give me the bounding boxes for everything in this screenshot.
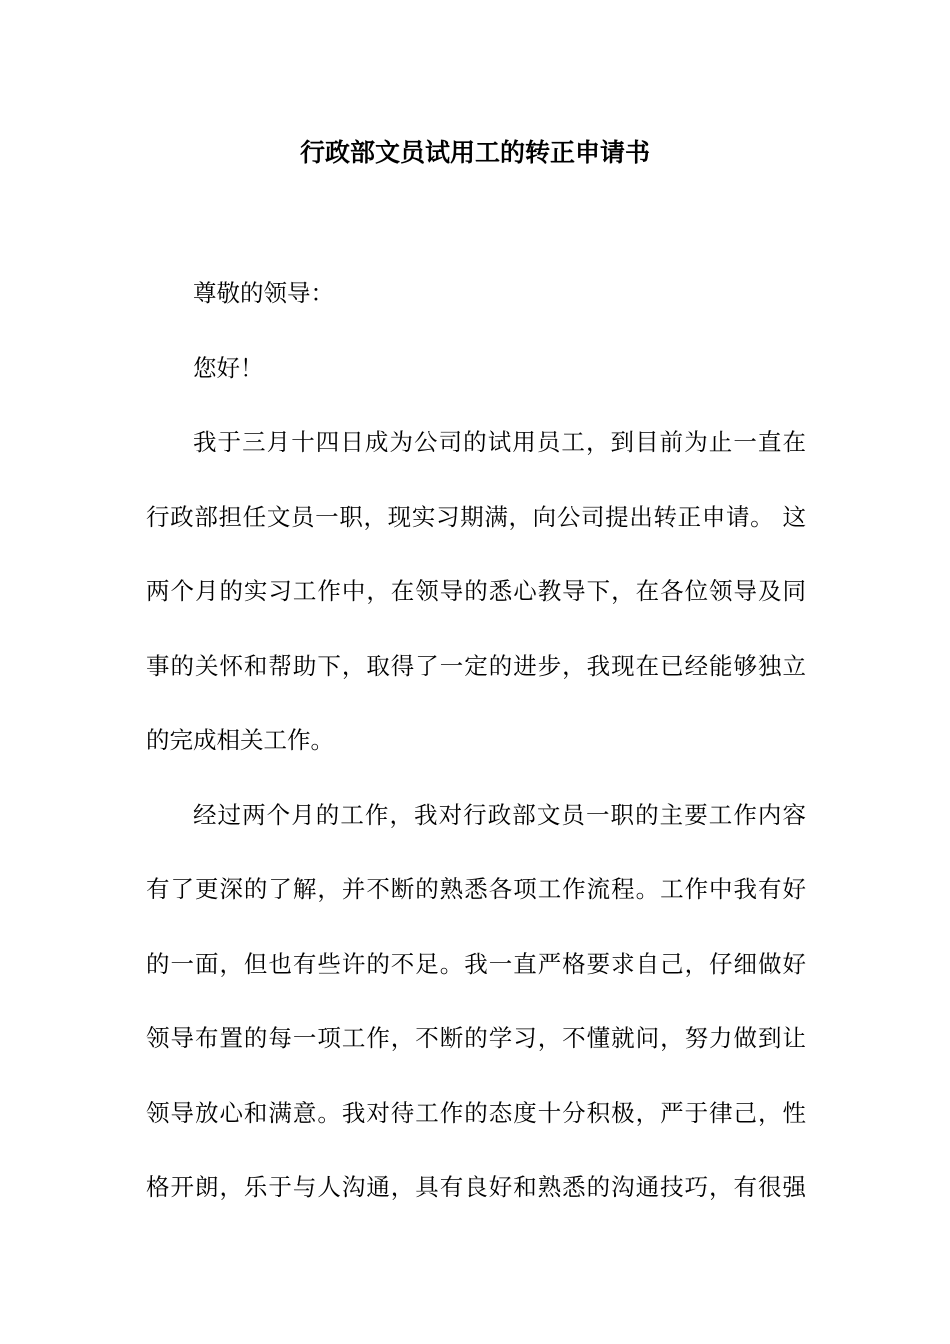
paragraph-line: 有了更深的了解，并不断的熟悉各项工作流程。工作中我有好 bbox=[146, 875, 806, 903]
salutation bbox=[146, 256, 806, 331]
greeting-line: 您好！ bbox=[193, 353, 264, 382]
paragraph-2 bbox=[146, 778, 806, 1225]
paragraph-line: 经过两个月的工作，我对行政部文员一职的主要工作内容 bbox=[193, 800, 806, 829]
salutation-line: 尊敬的领导： bbox=[193, 279, 334, 307]
paragraph-1 bbox=[146, 405, 806, 778]
paragraph-line: 两个月的实习工作中，在领导的悉心教导下，在各位领导及同 bbox=[146, 577, 806, 605]
paragraph-line: 我于三月十四日成为公司的试用员工，到目前为止一直在 bbox=[193, 428, 806, 456]
paragraph-line: 的一面，但也有些许的不足。我一直严格要求自己，仔细做好 bbox=[146, 949, 806, 978]
document-title: 行政部文员试用工的转正申请书 bbox=[299, 138, 650, 167]
paragraph-line: 格开朗，乐于与人沟通，具有良好和熟悉的沟通技巧，有很强 bbox=[146, 1173, 806, 1201]
paragraph-line: 的完成相关工作。 bbox=[146, 726, 334, 754]
paragraph-line: 行政部担任文员一职，现实习期满，向公司提出转正申请。 这 bbox=[146, 502, 806, 531]
greeting bbox=[146, 331, 806, 406]
paragraph-line: 领导放心和满意。我对待工作的态度十分积极，严于律己，性 bbox=[146, 1098, 806, 1127]
paragraph-line: 领导布置的每一项工作，不断的学习，不懂就问，努力做到让 bbox=[146, 1024, 806, 1052]
document-body bbox=[146, 256, 806, 1225]
paragraph-line: 事的关怀和帮助下，取得了一定的进步，我现在已经能够独立 bbox=[146, 651, 806, 680]
